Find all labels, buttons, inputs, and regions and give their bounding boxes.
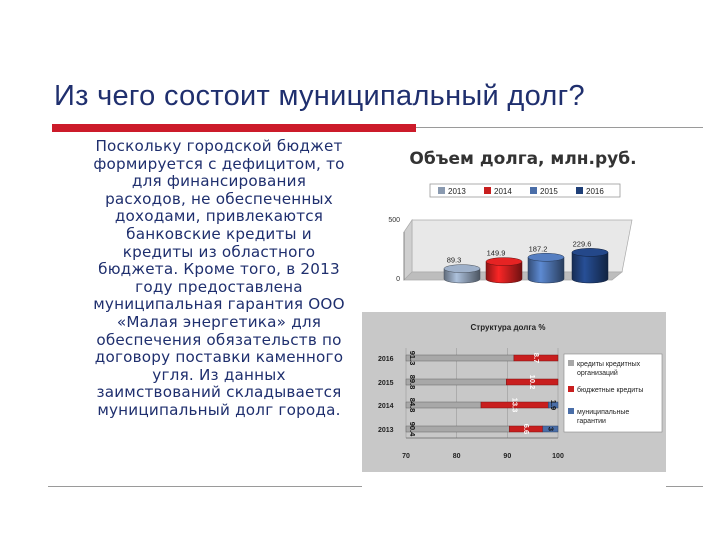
chart1-value-label: 187.2 [528, 244, 548, 254]
chart2-legend-label-cont: организаций [577, 370, 618, 377]
chart1-value-label: 229.6 [572, 239, 592, 249]
title-rule [416, 127, 703, 128]
chart1-bar-2015 [528, 253, 564, 283]
chart2-value-label: 10.2 [528, 374, 538, 390]
chart2-x-tick: 80 [452, 453, 461, 460]
chart2-legend-label: кредиты кредитных [577, 361, 641, 368]
chart2-value-label: 84.8 [408, 397, 418, 413]
chart2-bar-segment [406, 355, 514, 361]
chart1-y-tick-500: 500 [388, 217, 400, 224]
chart2-legend-swatch [568, 408, 574, 414]
chart1-bar-2014 [486, 258, 522, 283]
chart2-category-label: 2016 [378, 356, 394, 363]
chart2-value-label: 13.3 [510, 397, 520, 413]
chart2-legend-label: муниципальные [577, 409, 630, 416]
chart2-bar-segment [406, 426, 509, 432]
chart1-legend-swatch [438, 187, 445, 194]
chart1-legend-swatch [576, 187, 583, 194]
chart2-x-tick: 90 [503, 453, 512, 460]
bottom-rule-left [48, 486, 362, 487]
chart1-legend-swatch [530, 187, 537, 194]
chart1-legend-label: 2016 [586, 187, 604, 196]
chart2-value-label: 89.8 [408, 374, 418, 390]
chart2-category-label: 2015 [378, 380, 394, 387]
chart1-y-tick-0: 0 [396, 276, 400, 283]
chart1-bar-2016 [572, 248, 608, 283]
chart2-value-label: 90.4 [408, 421, 418, 437]
title-accent-bar [52, 124, 416, 132]
chart2-bar-segment [406, 379, 506, 385]
slide-title: Из чего состоит муниципальный долг? [54, 80, 585, 112]
chart2-value-label: 3 [546, 426, 556, 432]
body-text: Поскольку городской бюджет формируется с дефицитом, то для финансирования расходов, не обеспеченных доходами, привлекаются банковские кредиты и кредиты из областного бюджета. Кроме того, в 2013 году предоставлена муниципальная гарантия ООО «Малая энергетика» для обеспечения обязательств по договору поставки каменного угля. Из данных заимствований складывается муниципальный долг города. [93, 137, 345, 419]
chart2-legend-swatch [568, 360, 574, 366]
chart1-legend-label: 2015 [540, 187, 558, 196]
chart2-legend-swatch [568, 386, 574, 392]
debt-structure-chart [362, 312, 666, 472]
chart2-x-tick: 70 [402, 453, 410, 460]
chart1-legend-swatch [484, 187, 491, 194]
chart1-legend-label: 2014 [494, 187, 512, 196]
chart2-category-label: 2014 [378, 403, 394, 410]
chart1-legend [430, 184, 620, 197]
chart2-value-label: 91.3 [408, 350, 418, 366]
chart2-value-label: 8.7 [531, 352, 541, 364]
chart2-value-label: 1.9 [549, 399, 559, 411]
chart2-title: Структура долга % [470, 323, 546, 332]
chart1-value-label: 89.3 [446, 255, 462, 265]
chart2-x-tick: 100 [552, 453, 564, 460]
debt-volume-chart [368, 180, 668, 310]
chart2-value-label: 6.6 [522, 423, 532, 435]
chart2-category-label: 2013 [378, 427, 394, 434]
chart1-bar-2013 [444, 265, 480, 283]
chart1-value-label: 149.9 [486, 248, 506, 258]
chart2-legend-label: бюджетные кредиты [577, 387, 644, 394]
chart1-title: Объем долга, млн.руб. [409, 149, 637, 169]
bottom-rule-right [666, 486, 703, 487]
chart2-legend-label-cont: гарантии [577, 418, 606, 425]
chart1-legend-label: 2013 [448, 187, 466, 196]
